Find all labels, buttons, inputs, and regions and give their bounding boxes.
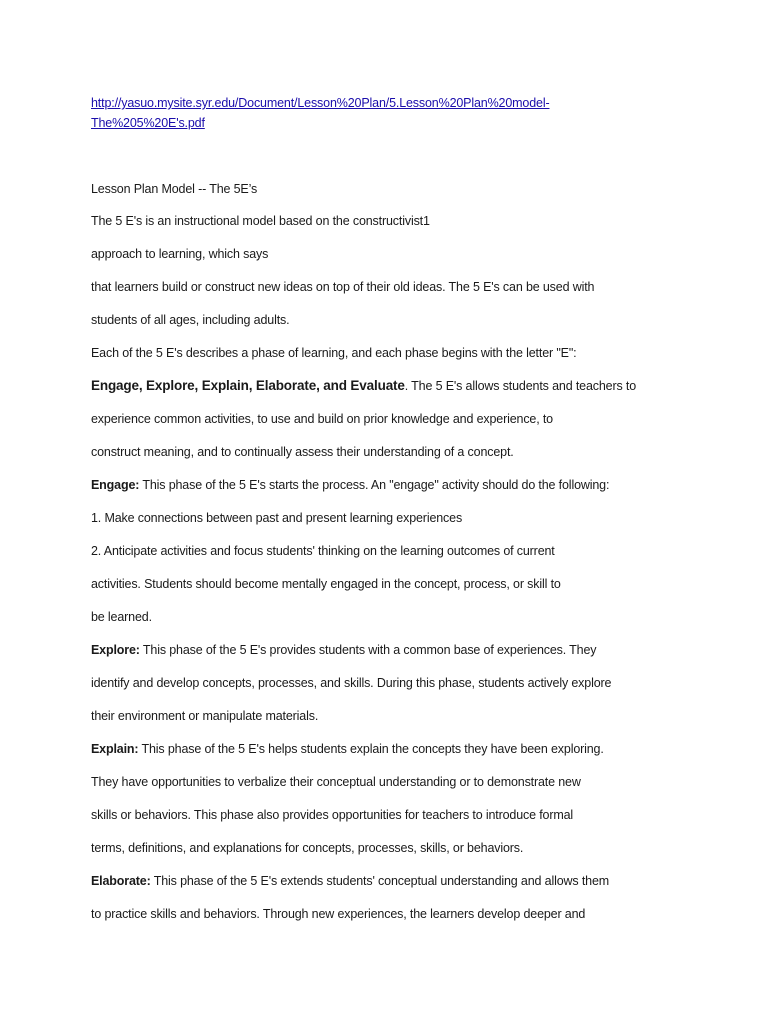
- engage-item-1: 1. Make connections between past and present learning experiences: [91, 511, 463, 525]
- engage-item-2-line-2: activities. Students should become mentally engaged in the concept, process, or skill to: [91, 577, 561, 591]
- explain-term: Explain:: [91, 742, 139, 756]
- source-link[interactable]: http://yasuo.mysite.syr.edu/Document/Lesson%20Plan/5.Lesson%20Plan%20model-: [91, 96, 550, 110]
- intro-line-4: students of all ages, including adults.: [91, 313, 290, 327]
- phases-line-1: Each of the 5 E's describes a phase of learning, and each phase begins with the letter "E":: [91, 346, 577, 360]
- engage-item-2-line-1: 2. Anticipate activities and focus students' thinking on the learning outcomes of current: [91, 544, 555, 558]
- elaborate-term: Elaborate:: [91, 874, 151, 888]
- explore-line-2: identify and develop concepts, processes, and skills. During this phase, students actively explore: [91, 676, 612, 690]
- engage-text: This phase of the 5 E's starts the process. An "engage" activity should do the following:: [139, 478, 610, 492]
- explain-line-4: terms, definitions, and explanations for concepts, processes, skills, or behaviors.: [91, 841, 524, 855]
- intro-line-2: approach to learning, which says: [91, 247, 269, 261]
- explore-line-3: their environment or manipulate materials.: [91, 709, 319, 723]
- engage-line-1: [91, 477, 609, 493]
- intro-line-3: that learners build or construct new ideas on top of their old ideas. The 5 E's can be used with: [91, 280, 595, 294]
- explain-line-2: They have opportunities to verbalize their conceptual understanding or to demonstrate new: [91, 775, 581, 789]
- explore-line-1: [91, 642, 596, 658]
- phase-names: Engage, Explore, Explain, Elaborate, and Evaluate: [91, 378, 405, 393]
- elaborate-text: This phase of the 5 E's extends students' conceptual understanding and allows them: [150, 874, 610, 888]
- phases-line-2: [91, 378, 636, 394]
- explain-text: This phase of the 5 E's helps students explain the concepts they have been exploring.: [138, 742, 604, 756]
- elaborate-line-2: to practice skills and behaviors. Through new experiences, the learners develop deeper and: [91, 907, 586, 921]
- elaborate-line-1: [91, 873, 609, 889]
- explain-line-1: [91, 741, 604, 757]
- intro-line-1: The 5 E's is an instructional model based on the constructivist1: [91, 214, 430, 228]
- explore-text: This phase of the 5 E's provides students with a common base of experiences. They: [139, 643, 597, 657]
- engage-term: Engage:: [91, 478, 140, 492]
- phases-line-3: experience common activities, to use and build on prior knowledge and experience, to: [91, 412, 553, 426]
- explain-line-3: skills or behaviors. This phase also provides opportunities for teachers to introduce formal: [91, 808, 574, 822]
- document-title: Lesson Plan Model -- The 5E’s: [91, 182, 258, 196]
- explore-term: Explore:: [91, 643, 140, 657]
- source-link-continued[interactable]: The%205%20E's.pdf: [91, 116, 205, 130]
- engage-item-2-line-3: be learned.: [91, 610, 152, 624]
- phases-line-4: construct meaning, and to continually assess their understanding of a concept.: [91, 445, 514, 459]
- phases-line-2-rest: . The 5 E's allows students and teachers to: [404, 379, 637, 393]
